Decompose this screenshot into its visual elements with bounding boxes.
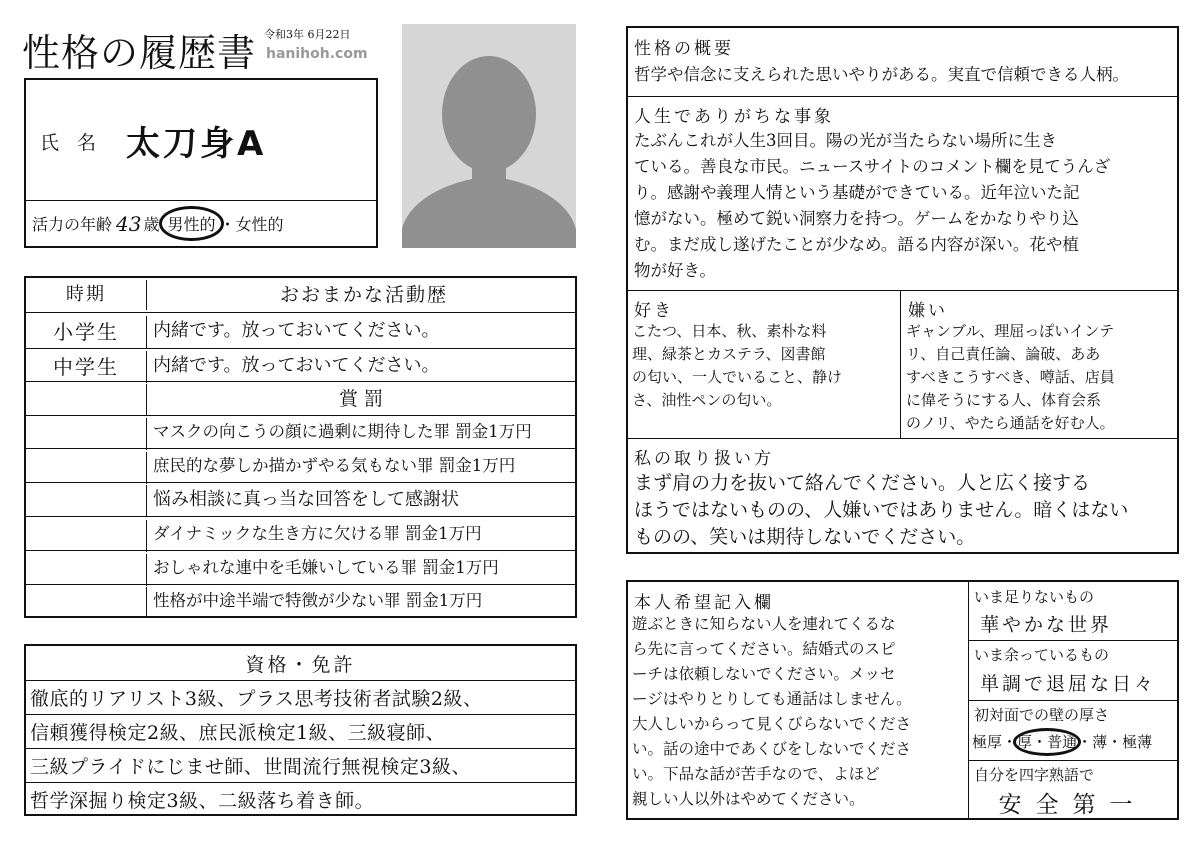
- dislikes-line: リ、自己責任論、論破、ああ: [906, 345, 1101, 363]
- dislikes-line: のノリ、やたら通話を好む人。: [906, 414, 1115, 432]
- rewards-header-row: [26, 384, 575, 416]
- wall-option: 薄: [1092, 733, 1108, 751]
- wall-option: 極薄: [1122, 733, 1153, 751]
- handling-text: [634, 470, 1128, 551]
- likes-line: さ、油性ペンの匂い。: [632, 391, 782, 409]
- dislikes-label: 嫌い: [908, 301, 948, 321]
- wishes-line: 大人しいからって見くびらないでくださ: [632, 715, 912, 733]
- name-box: [24, 78, 378, 248]
- licenses-header: 資格・免許: [245, 654, 356, 676]
- personality-box: [626, 26, 1179, 554]
- licenses-box: [24, 644, 577, 816]
- wall-label: 初対面での壁の厚さ: [974, 706, 1110, 724]
- lacking-value: 華やかな世界: [980, 614, 1113, 636]
- likes-text: [632, 320, 842, 412]
- likes-label: 好き: [634, 301, 674, 321]
- gender-separator: ・: [219, 215, 236, 234]
- reward-row: [26, 452, 575, 484]
- wishes-line: ーチは依頼しないでください。メッセ: [632, 665, 896, 683]
- document-title: 性格の履歴書: [22, 31, 257, 75]
- dislikes-line: ギャンブル、理屈っぽいインテ: [906, 322, 1115, 340]
- license-line: 三級プライドにじませ師、世間流行無視検定3級、: [30, 756, 472, 778]
- table-header-row: [26, 280, 575, 310]
- reward-text: マスクの向こうの顔に過剰に期待した罪 罰金1万円: [153, 422, 532, 441]
- rewards-header: 賞罰: [338, 388, 389, 410]
- document-date: 令和3年 6月22日: [264, 28, 351, 41]
- license-line: 徹底的リアリスト3級、プラス思考技術者試験2級、: [30, 688, 483, 710]
- life-events-label: 人生でありがちな事象: [634, 107, 834, 127]
- life-events-line: ている。善良な市民。ニュースサイトのコメント欄を見てうんざ: [634, 157, 1111, 176]
- age-unit: 歳: [143, 215, 160, 234]
- wishes-line: い。下品な話が苦手なので、よほど: [632, 765, 880, 783]
- handling-line: ほうではないものの、人嫌いではありません。暗くはない: [634, 499, 1129, 521]
- gender-option-male: 男性的: [163, 212, 219, 235]
- name-label: 氏 名: [40, 132, 103, 154]
- period-cell: 小学生: [26, 316, 147, 348]
- person-silhouette-icon: [402, 24, 576, 248]
- reward-text: ダイナミックな生き方に欠ける罪 罰金1万円: [153, 524, 482, 543]
- wall-option-selected: 厚・普通: [1017, 733, 1077, 751]
- site-url: hanihoh.com: [266, 46, 368, 62]
- name-value: 太刀身A: [126, 124, 267, 164]
- overview-text: 哲学や信念に支えられた思いやりがある。実直で信頼できる人柄。: [634, 65, 1129, 84]
- table-row: [26, 316, 575, 348]
- handling-label: 私の取り扱い方: [634, 449, 774, 469]
- life-events-line: たぶんこれが人生3回目。陽の光が当たらない場所に生き: [634, 131, 1057, 150]
- idiom-label: 自分を四字熟語で: [974, 766, 1095, 784]
- lacking-label: いま足りないもの: [974, 588, 1095, 606]
- wishes-line: 親しい人以外はやめてください。: [632, 790, 865, 808]
- wishes-line: ージはやりとりしても通話はしません。: [632, 690, 912, 708]
- dislikes-line: すべきこうすべき、噂話、店員: [906, 368, 1115, 386]
- reward-row: [26, 520, 575, 552]
- wishes-text: [632, 612, 912, 812]
- activity-table: [24, 276, 577, 618]
- wishes-line: い。話の途中であくびをしないでくださ: [632, 740, 912, 758]
- handling-line: まず肩の力を抜いて絡んでください。人と広く接する: [634, 472, 1091, 494]
- wishes-line: 遊ぶときに知らない人を連れてくるな: [632, 615, 896, 633]
- surplus-label: いま余っているもの: [974, 646, 1110, 664]
- column-header-period: 時期: [26, 280, 147, 310]
- history-cell: 内緒です。放っておいてください。: [153, 355, 440, 376]
- likes-line: こたつ、日本、秋、素朴な料: [632, 322, 827, 340]
- idiom-value: 安全第一: [998, 792, 1147, 818]
- reward-text: 性格が中途半端で特徴が少ない罪 罰金1万円: [153, 591, 483, 610]
- reward-row: [26, 554, 575, 586]
- handling-line: ものの、笑いは期待しないでください。: [634, 526, 976, 548]
- likes-line: 理、緑茶とカステラ、図書館: [632, 345, 826, 363]
- vitality-label: 活力の年齢: [32, 215, 113, 234]
- life-events-line: 物が好き。: [634, 261, 716, 280]
- life-events-line: 憶がない。極めて鋭い洞察力を持つ。ゲームをかなりやり込: [634, 209, 1079, 228]
- surplus-value: 単調で退屈な日々: [980, 673, 1157, 695]
- column-header-history: おおまかな活動歴: [279, 284, 448, 306]
- reward-text: 悩み相談に真っ当な回答をして感謝状: [153, 489, 459, 510]
- wishes-line: ら先に言ってください。結婚式のスピ: [632, 640, 896, 658]
- wall-options: 極厚・厚・普通 ・薄・極薄: [972, 731, 1152, 752]
- reward-row: [26, 587, 575, 617]
- reward-text: 庶民的な夢しか描かずやる気もない罪 罰金1万円: [153, 456, 516, 475]
- dislikes-text: [906, 320, 1115, 435]
- license-line: 哲学深掘り検定3級、二級落ち着き師。: [30, 790, 375, 812]
- history-cell: 内緒です。放っておいてください。: [153, 320, 440, 341]
- gender-option-female: 女性的: [235, 215, 284, 234]
- wishes-box: [626, 580, 1179, 820]
- dislikes-line: に偉そうにする人、体育会系: [906, 391, 1102, 409]
- selection-ellipse: [1013, 728, 1081, 756]
- life-events-text: [634, 128, 1110, 284]
- vitality-row: [26, 200, 376, 246]
- wishes-label: 本人希望記入欄: [634, 593, 774, 613]
- reward-row: [26, 418, 575, 450]
- overview-label: 性格の概要: [634, 39, 734, 59]
- license-line: 信頼獲得検定2級、庶民派検定1級、三級寝師、: [30, 722, 446, 744]
- photo-placeholder: [402, 24, 576, 248]
- life-events-line: り。感謝や義理人情という基礎ができている。近年泣いた記: [634, 183, 1080, 202]
- likes-line: の匂い、一人でいること、静け: [632, 368, 843, 386]
- table-row: [26, 351, 575, 383]
- reward-text: おしゃれな連中を毛嫌いしている罪 罰金1万円: [153, 558, 499, 577]
- life-events-line: む。まだ成し遂げたことが少なめ。語る内容が深い。花や植: [634, 235, 1079, 254]
- period-cell: 中学生: [26, 351, 147, 383]
- vitality-age: 43: [116, 211, 142, 236]
- wall-option: 極厚: [972, 733, 1003, 751]
- reward-row: [26, 485, 575, 517]
